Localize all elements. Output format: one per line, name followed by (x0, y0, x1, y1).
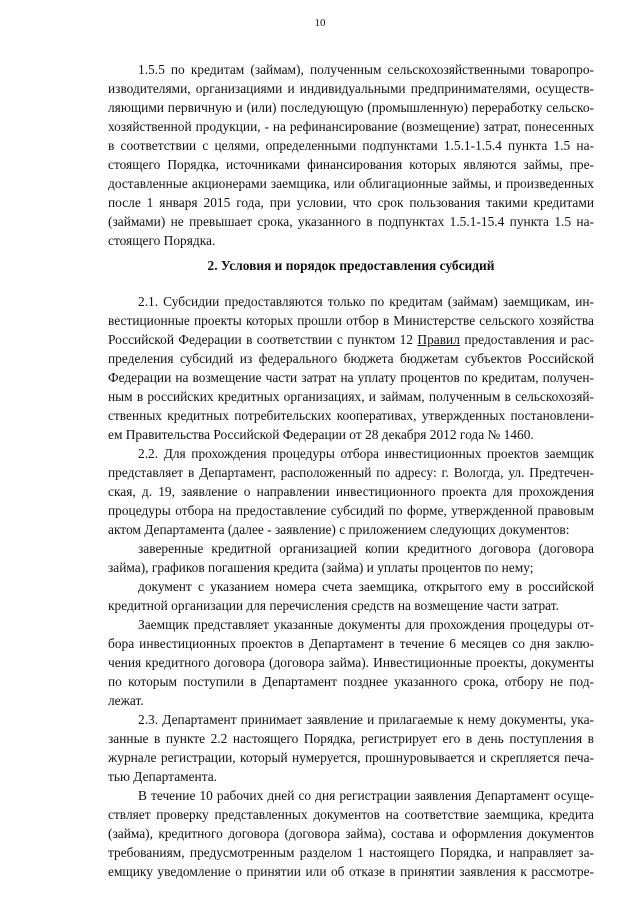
text-line: после 1 января 2015 года, при условии, что срок пользования такими кредитами (108, 195, 594, 210)
text-line: Заемщик представляет указанные документы для прохождения процедуры от- (138, 617, 594, 632)
text-line: актом Департамента (далее - заявление) с приложением следующих документов: (108, 522, 570, 537)
text-line: 2.1. Субсидии предоставляются только по кредитам (займам) заемщикам, ин- (138, 294, 594, 309)
text-line: вестиционные проекты которых прошли отбор в Министерстве сельского хозяйства (108, 313, 594, 328)
text-line: ствляет проверку представленных документов на соответствие заемщика, кредита (108, 807, 594, 822)
text-line: чения кредитного договора (договора займа). Инвестиционные проекты, документы (108, 655, 594, 670)
text-line: В течение 10 рабочих дней со дня регистрации заявления Департамент осуще- (138, 788, 594, 803)
text-fragment: предоставления и рас- (459, 332, 594, 347)
text-line: 1.5.5 по кредитам (займам), полученным сельскохозяйственными товаропро- (138, 62, 594, 77)
text-line: 2.2. Для прохождения процедуры отбора инвестиционных проектов заемщик (138, 446, 594, 461)
text-line: требованиям, предусмотренным разделом 1 настоящего Порядка, и направляет за- (108, 845, 594, 860)
rules-link[interactable]: Правил (417, 332, 460, 347)
text-line: ская, д. 19, заявление о направлении инвестиционного проекта для прохождения (108, 484, 594, 499)
text-line: занные в пункте 2.2 настоящего Порядка, регистрирует его в день поступления в (108, 731, 594, 746)
text-line: доставленные акционерами заемщика, или облигационные займы, и произведенных (108, 176, 594, 191)
page-number: 10 (314, 17, 326, 29)
text-line: по которым поступили в Департамент позднее указанного срока, отбору не под- (108, 674, 594, 689)
text-line: 2.3. Департамент принимает заявление и прилагаемые к нему документы, ука- (138, 712, 594, 727)
paragraph-borrower-submission (108, 615, 594, 710)
text-line: кредитной организации для перечисления средств на возмещение части затрат. (108, 598, 559, 613)
text-line: ственных кредитных потребительских кооперативах, утвержденных постановлени- (108, 408, 594, 423)
paragraph-2-1 (108, 292, 594, 444)
document-list-item-2 (108, 577, 594, 615)
section-2-heading: 2. Условия и порядок предоставления субсидий (207, 258, 495, 273)
text-line: ным в российских кредитных организациях, и займам, полученным в сельскохозяй- (108, 389, 594, 404)
text-line: бора инвестиционных проектов в Департамент в течение 6 месяцев со дня заклю- (108, 636, 594, 651)
text-line: (займами) не превышает срока, указанного в подпунктах 1.5.1-15.4 пункта 1.5 на- (108, 214, 594, 229)
text-line: журнале регистрации, который нумеруется, прошнуровывается и скрепляется печа- (108, 750, 594, 765)
paragraph-review-period (108, 786, 594, 881)
text-fragment: Российской Федерации в соответствии с пунктом 12 (108, 332, 418, 347)
text-line: изводителями, организациями и индивидуальными предпринимателями, осуществ- (108, 81, 594, 96)
document-list-item-1 (108, 539, 594, 577)
paragraph-2-3 (108, 710, 594, 786)
paragraph-2-2 (108, 444, 594, 539)
text-line (108, 330, 594, 349)
text-line: заверенные кредитной организацией копии кредитного договора (договора (138, 541, 594, 556)
text-line: стоящего Порядка. (108, 233, 216, 248)
text-line: пределения субсидий из федерального бюджета бюджетам субъектов Российской (108, 351, 594, 366)
text-line: ляющими первичную и (или) последующую (промышленную) переработку сельско- (108, 100, 594, 115)
paragraph-1-5-5 (108, 60, 594, 250)
text-line: стоящего Порядка, источниками финансирования которых являются займы, пре- (108, 157, 594, 172)
text-line: займа), графиков погашения кредита (займа) и уплаты процентов по нему; (108, 560, 534, 575)
text-line: лежат. (108, 693, 144, 708)
text-line: хозяйственной продукции, - на рефинансирование (возмещение) затрат, понесенных (108, 119, 594, 134)
text-line: документ с указанием номера счета заемщика, открытого ему в российской (138, 579, 594, 594)
text-line: в соответствии с целями, определенными подпунктами 1.5.1-1.5.4 пункта 1.5 на- (108, 138, 594, 153)
text-line: тью Департамента. (108, 769, 218, 784)
text-line: процедуры отбора на предоставление субсидий по форме, утвержденной правовым (108, 503, 594, 518)
text-line: представляет в Департамент, расположенный по адресу: г. Вологда, ул. Предтечен- (108, 465, 594, 480)
text-line: ем Правительства Российской Федерации от 28 декабря 2012 года № 1460. (108, 427, 534, 442)
text-line: емщику уведомление о принятии или об отказе в принятии заявления к рассмотре- (108, 864, 594, 879)
text-line: (займа), кредитного договора (договора займа), состава и оформления документов (108, 826, 594, 841)
text-line: Федерации на возмещение части затрат на уплату процентов по кредитам, получен- (108, 370, 594, 385)
